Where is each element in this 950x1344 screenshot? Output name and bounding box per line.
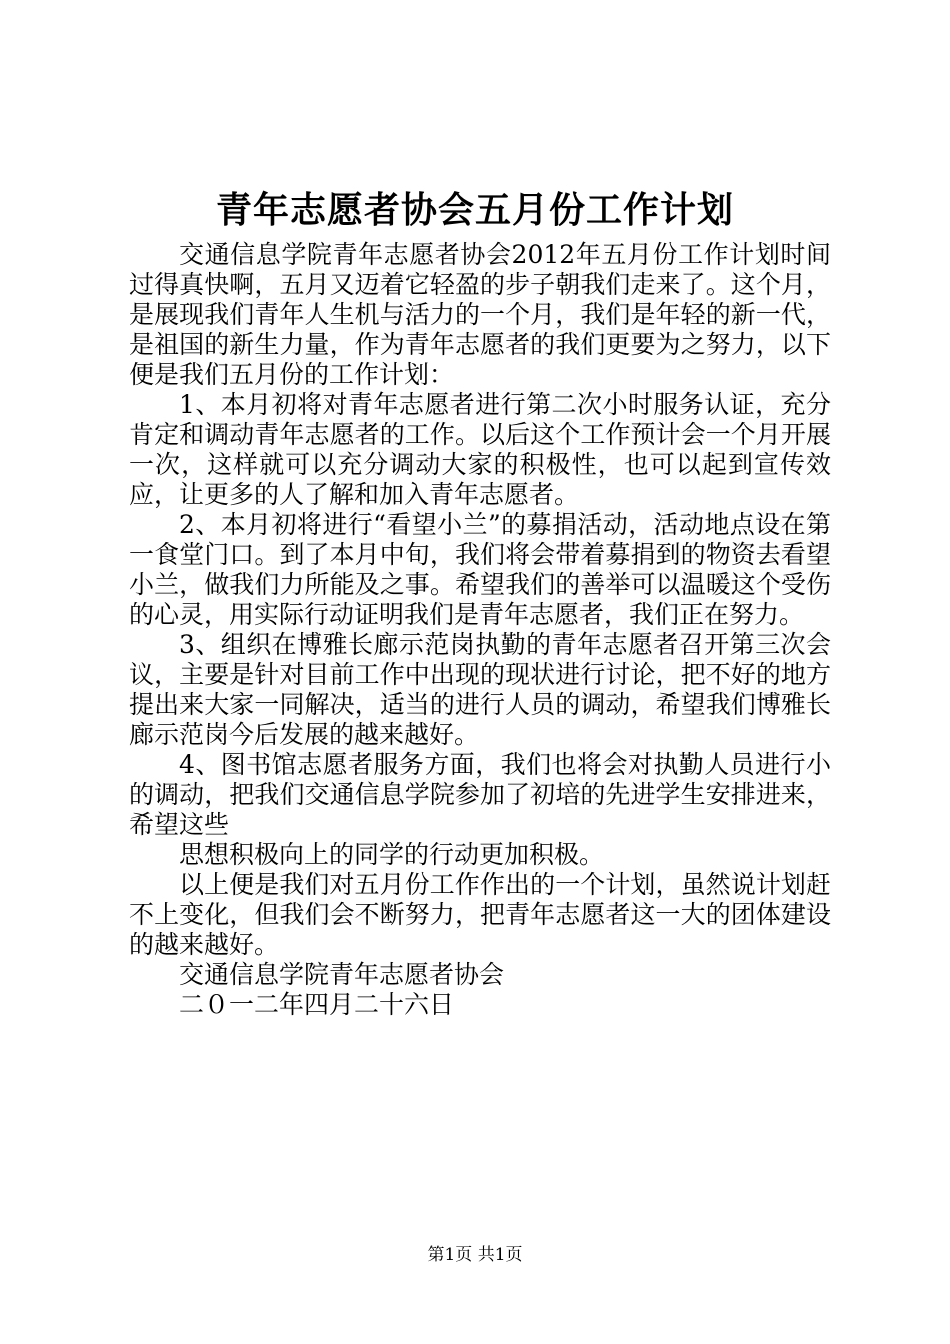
document-body [129, 240, 831, 1020]
paragraph-conclusion: 以上便是我们对五月份工作作出的一个计划，虽然说计划赶不上变化，但我们会不断努力，把青年志愿者这一大的团体建设的越来越好。 [129, 870, 831, 959]
paragraph-item-1: 1、本月初将对青年志愿者进行第二次小时服务认证，充分肯定和调动青年志愿者的工作。以后这个工作预计会一个月开展一次，这样就可以充分调动大家的积极性，也可以起到宣传效应，让更多的人了解和加入青年志愿者。 [129, 390, 831, 509]
paragraph-intro: 交通信息学院青年志愿者协会2012年五月份工作计划时间过得真快啊，五月又迈着它轻盈的步子朝我们走来了。这个月，是展现我们青年人生机与活力的一个月，我们是年轻的新一代，是祖国的新生力量，作为青年志愿者的我们更要为之努力，以下便是我们五月份的工作计划： [129, 240, 831, 389]
paragraph-item-2: 2、本月初将进行“看望小兰”的募捐活动，活动地点设在第一食堂门口。到了本月中旬，我们将会带着募捐到的物资去看望小兰，做我们力所能及之事。希望我们的善举可以温暖这个受伤的心灵，用实际行动证明我们是青年志愿者，我们正在努力。 [129, 510, 831, 629]
signature-organization: 交通信息学院青年志愿者协会 [179, 960, 505, 989]
paragraph-item-4: 4、图书馆志愿者服务方面，我们也将会对执勤人员进行小的调动，把我们交通信息学院参加了初培的先进学生安排进来，希望这些 [129, 750, 831, 839]
signature-date: 二０一二年四月二十六日 [179, 990, 455, 1019]
paragraph-item-4-continued: 思想积极向上的同学的行动更加积极。 [179, 840, 605, 869]
document-title: 青年志愿者协会五月份工作计划 [215, 189, 734, 231]
page-number: 第1页 共1页 [427, 1245, 523, 1265]
paragraph-item-3: 3、组织在博雅长廊示范岗执勤的青年志愿者召开第三次会议，主要是针对目前工作中出现的现状进行讨论，把不好的地方提出来大家一同解决，适当的进行人员的调动，希望我们博雅长廊示范岗今后发展的越来越好。 [129, 630, 831, 749]
